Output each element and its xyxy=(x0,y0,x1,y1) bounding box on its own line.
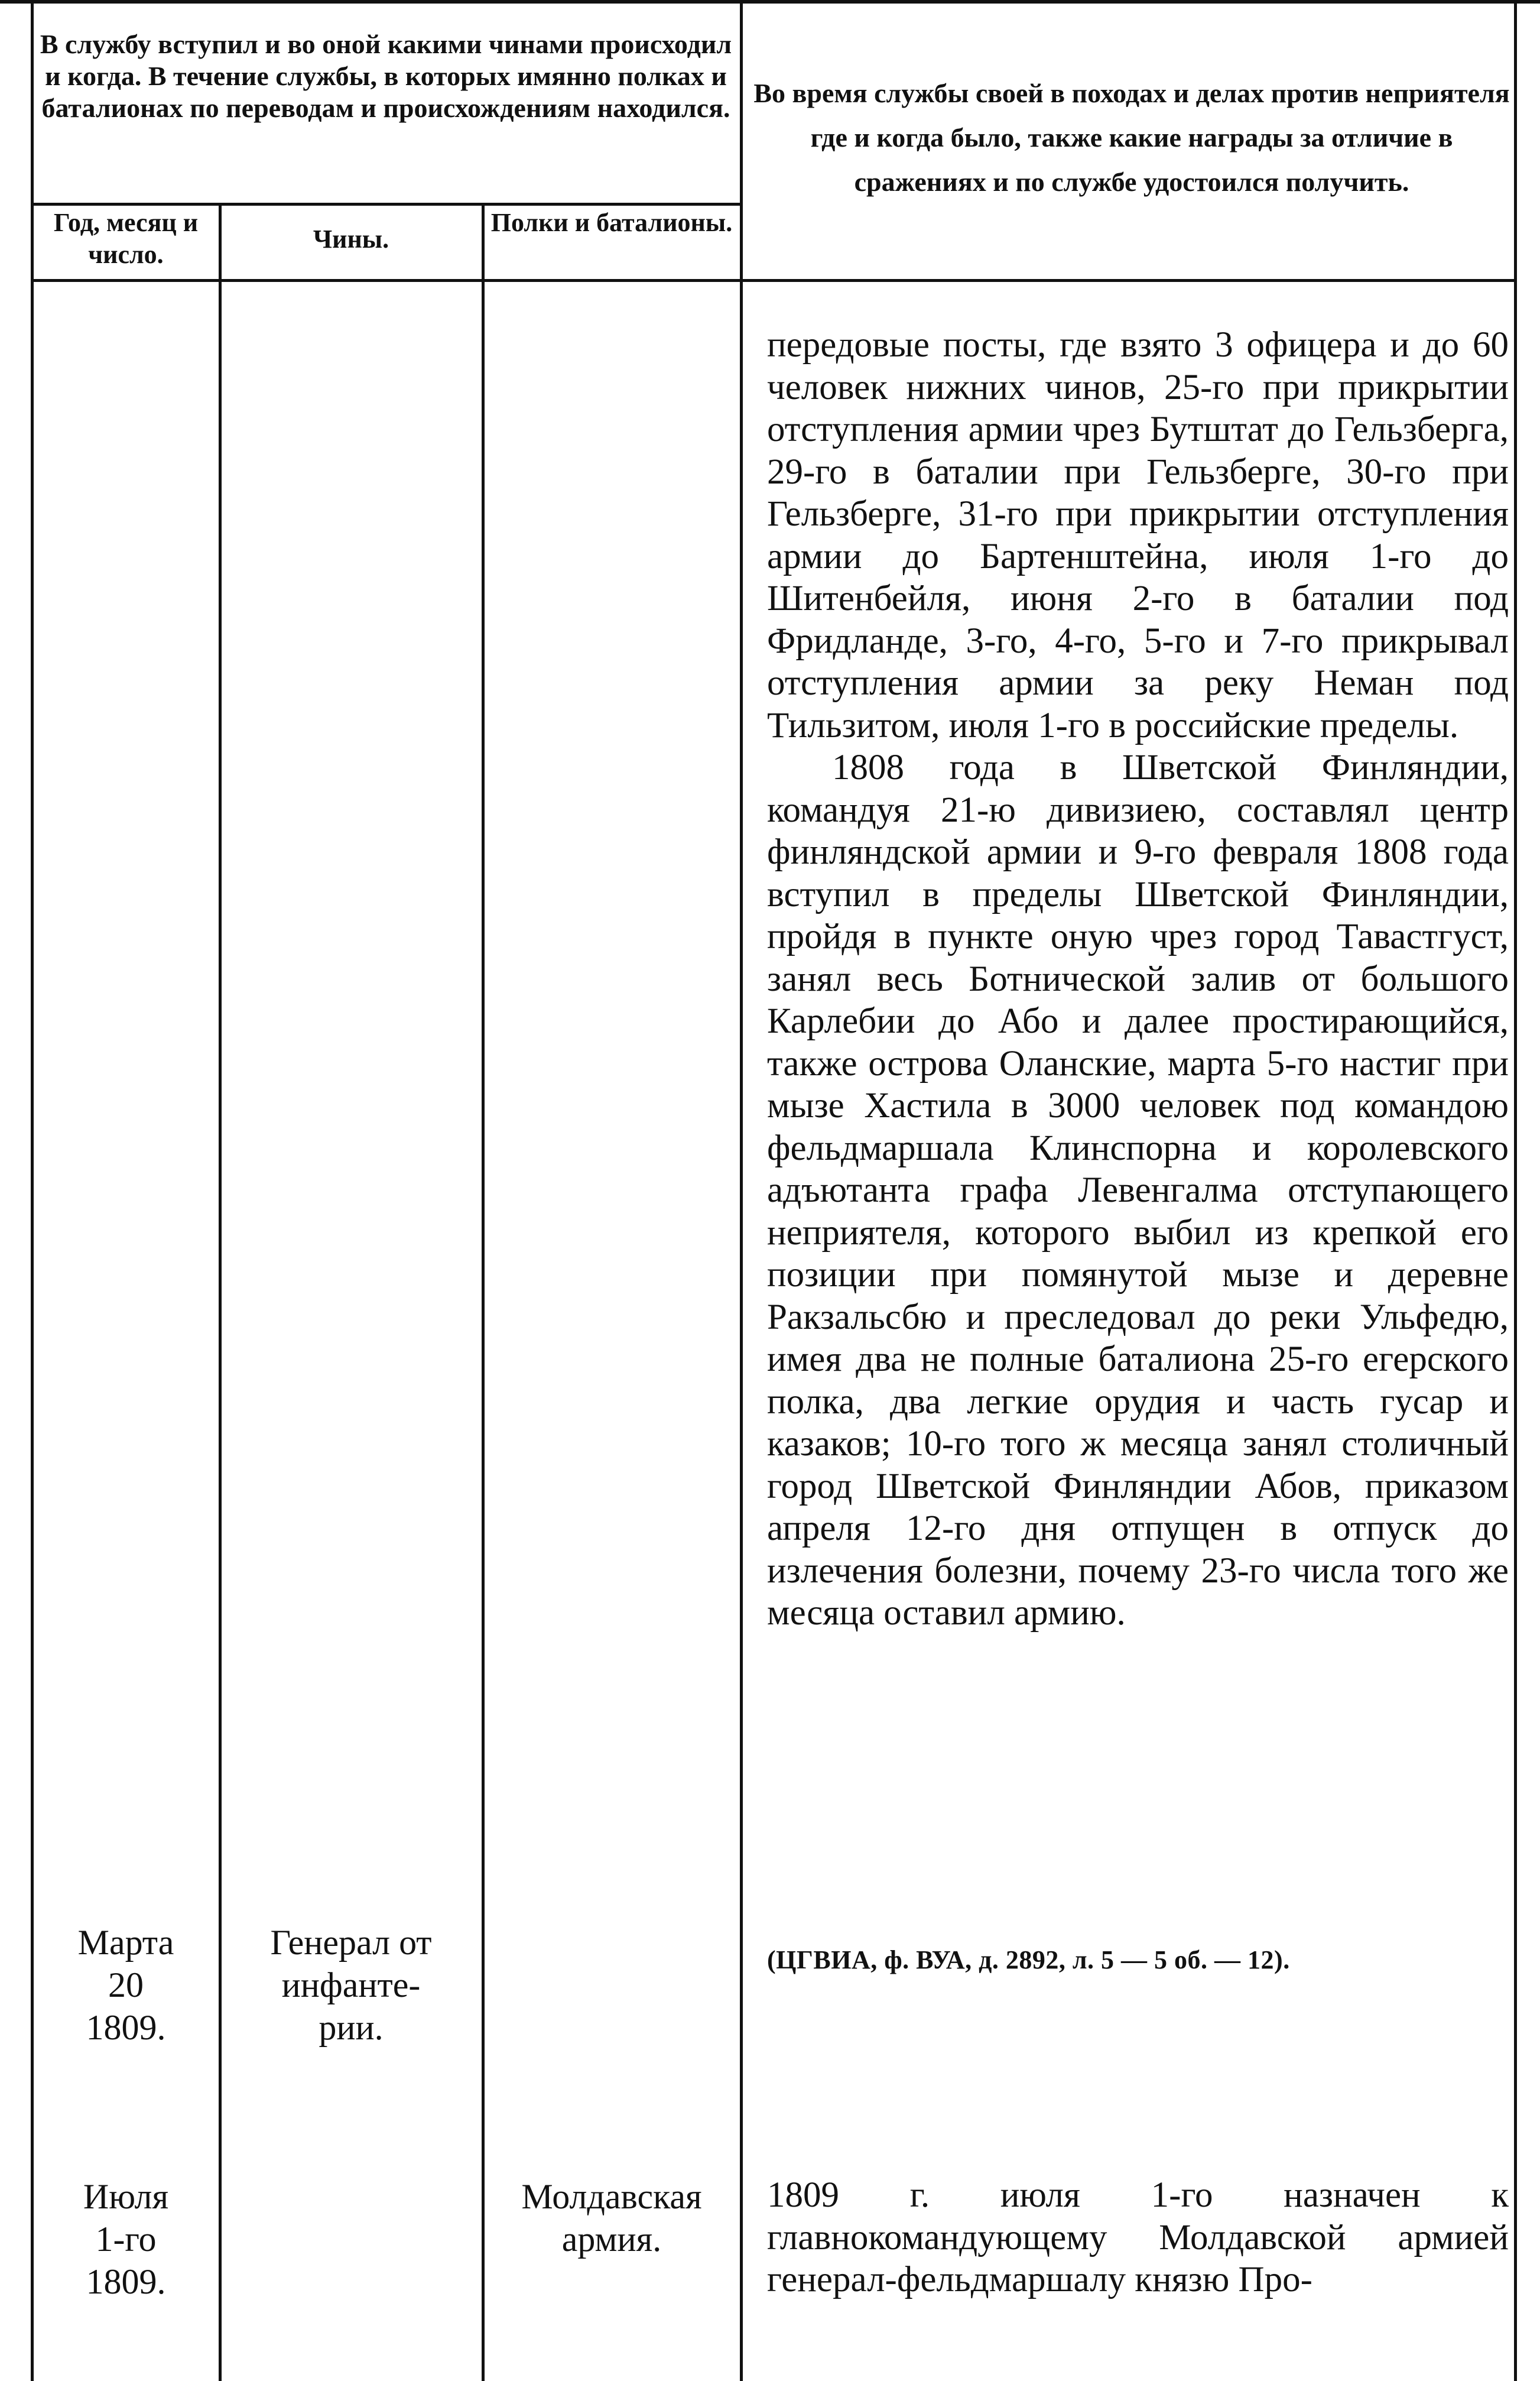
entry-1-rank xyxy=(222,1921,480,2049)
right-header-title: Во время службы своей в походах и делах против неприятеля где и когда было, также какие награды за отличие в сражениях и по службе удостоился получить. xyxy=(753,78,1510,197)
archive-citation: (ЦГВИА, ф. ВУА, д. 2892, л. 5 — 5 об. — 12). xyxy=(767,1945,1290,1974)
entry-1-date xyxy=(34,1921,217,2049)
left-rule xyxy=(31,0,34,2381)
header-divider-rule xyxy=(740,0,743,2381)
entry-1-date-day: 20 xyxy=(108,1965,144,2004)
entry-2-regiment-line-2: армия. xyxy=(561,2220,662,2259)
entry-2-regiment-line-1: Молдавская xyxy=(521,2177,702,2216)
top-rule xyxy=(0,0,1540,4)
entry-1-date-year: 1809. xyxy=(86,2008,166,2047)
rank-regiment-divider-rule xyxy=(482,206,485,2381)
regiment-column-header: Полки и баталионы. xyxy=(490,208,733,237)
entry-2-date-year: 1809. xyxy=(86,2262,166,2301)
entry-1-rank-line-2: инфанте- xyxy=(281,1965,421,2004)
service-narrative-1809 xyxy=(767,2174,1509,2301)
narrative-paragraph-1: передовые посты, где взято 3 офицера и до 60 человек нижних чинов, 25-го при прикрытии отступления армии чрез Бутштат до Гельзберга, 29-го в баталии при Гельзберге, 30-го при Гельзберге, 31-го при прикрытии отступления армии до Бартенштейна, июля 1-го до Шитенбейля, июня 2-го в баталии под Фридланде, 3-го, 4-го, 5-го и 7-го прикрывал отступления армии за реку Неман под Тильзитом, июля 1-го в российские пределы. xyxy=(767,325,1509,745)
date-rank-divider-rule xyxy=(219,206,222,2381)
entry-1-date-month: Марта xyxy=(77,1923,174,1962)
entry-1-rank-line-1: Генерал от xyxy=(270,1923,432,1962)
entry-2-regiment xyxy=(485,2175,738,2260)
entry-1-rank-line-3: рии. xyxy=(319,2008,384,2047)
entry-2-date xyxy=(34,2175,217,2303)
subheader-top-rule xyxy=(31,203,740,206)
entry-2-date-day: 1-го xyxy=(95,2220,157,2259)
right-rule xyxy=(1514,0,1517,2381)
header-bottom-rule xyxy=(31,279,1517,282)
narrative-paragraph-2: 1808 года в Шветской Финляндии, командуя 21-ю дивизиею, составлял центр финляндской армии и 9-го февраля 1808 года вступил в пределы Шветской Финляндии, пройдя в пункте оную чрез город Тавастгуст, занял весь Ботнической залив от большого Карлебии до Або и далее простирающийся, также острова Оланские, марта 5-го настиг при мызе Хастила в 3000 человек под командою фельдмаршала Клинспорна и королевского адъютанта графа Левенгалма отступающего неприятеля, которого выбил из крепкой его позиции при помянутой мызе и деревне Ракзальсбю и преследовал до реки Ульфедю, имея два не полные баталиона 25-го егерского полка, два легкие орудия и часть гусар и казаков; 10-го того ж месяца занял столичный город Шветской Финляндии Абов, приказом апреля 12-го дня отпущен в отпуск до излечения болезни, почему 23-го числа того же месяца оставил армию. xyxy=(767,748,1509,1633)
service-narrative xyxy=(767,324,1509,1634)
rank-column-header: Чины. xyxy=(313,225,389,254)
left-header-title: В службу вступил и во оной какими чинами происходил и когда. В течение службы, в которых имянно полках и баталионах по переводам и происхождениям находился. xyxy=(40,29,732,123)
entry-2-date-month: Июля xyxy=(83,2177,169,2216)
date-column-header: Год, месяц и число. xyxy=(53,208,199,269)
narrative-paragraph-3: 1809 г. июля 1-го назначен к главнокомандующему Молдавской армией генерал-фельдмаршалу князю Про- xyxy=(767,2175,1509,2299)
